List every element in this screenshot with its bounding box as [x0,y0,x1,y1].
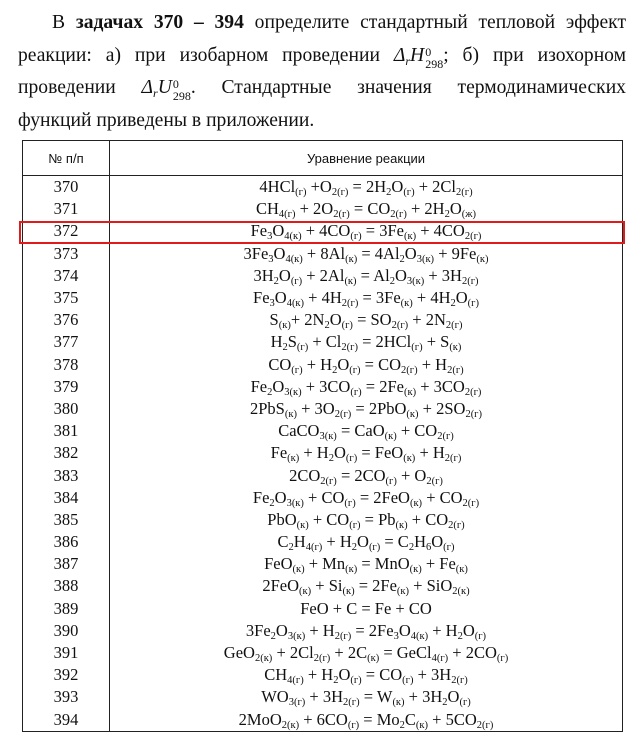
row-number: 382 [23,442,110,464]
intro-line-1: В задачах 370 – 394 определите стандартный тепловой эффект [52,12,627,33]
intro-line-3: проведении $\Delta_rU$ 0 298 . Стандартные значения термодинамических [18,77,626,104]
row-number: 384 [23,487,110,509]
table-row [23,176,623,199]
reactions-table [22,140,623,732]
table-row [23,464,623,486]
row-number: 389 [23,598,110,620]
reaction-equation: $CH_{4(г)} + 2O_{2(г)} = CO_{2(г)} + 2H_2O_{(ж)}$ [110,198,623,220]
reaction-equation: $4HCl_{(г)} +O_{2(г)} = 2H_2O_{(г)} + 2Cl_{2(г)}$ [110,176,623,199]
row-number: 372 [23,220,110,242]
row-number: 371 [23,198,110,220]
table-row [23,686,623,708]
table-row [23,531,623,553]
table-row [23,243,623,265]
row-number: 394 [23,709,110,732]
enthalpy-symbol: $\Delta_rH$ 0 298 [393,44,444,71]
table-row [23,376,623,398]
reaction-equation: $3Fe_2O_{3(к)} + H_{2(г)} = 2Fe_3O_{4(к)} + H_2O_{(г)}$ [110,620,623,642]
intro-line-4: функций приведены в приложении. [18,110,315,132]
row-number: 380 [23,398,110,420]
reaction-equation: $2PbS_{(к)} + 3O_{2(г)} = 2PbO_{(к)} + 2SO_{2(г)}$ [110,398,623,420]
table-row [23,442,623,464]
row-number: 379 [23,376,110,398]
reaction-equation: $GeO_{2(к)} + 2Cl_{2(г)} + 2C_{(к)}$ = GeCl$_{4(г)}$ + $2CO_{(г)}$ [110,642,623,664]
table-row [23,265,623,287]
reaction-equation: $FeO_{(к)} + Mn_{(к)} = MnO_{(к)} + Fe_{(к)}$ [110,553,623,575]
row-number: 392 [23,664,110,686]
reaction-equation: $Fe_3O_{4(к)} + 4H_{2(г)} = 3Fe_{(к)} + 4H_2O_{(г)}$ [110,287,623,309]
reaction-equation: $Fe_{(к)} + H_2O_{(г)} = FeO_{(к)} + H_{2(г)}$ [110,442,623,464]
row-number: 374 [23,265,110,287]
table-row [23,420,623,442]
row-number: 370 [23,176,110,199]
row-number: 387 [23,553,110,575]
reaction-equation: $3Fe_3O_{4(к)} + 8Al_{(к)} = 4Al_2O_{3(к)} + 9Fe_{(к)}$ [110,243,623,265]
reaction-equation: $Fe_2O_{3(к)} + CO_{(г)} = 2FeO_{(к)} + CO_{2(г)}$ [110,487,623,509]
row-number: 375 [23,287,110,309]
reaction-equation: $H_2S_{(г)} + Cl_{2(г)} = 2HCl_{(г)} + S_{(к)}$ [110,331,623,353]
internal-energy-symbol: $\Delta_rU$ 0 298 [141,77,191,104]
table-row [23,220,623,242]
reaction-equation: $3H_2O_{(г)} + 2Al_{(к)} = Al_2O_{3(к)} + 3H_{2(г)}$ [110,265,623,287]
table-row [23,487,623,509]
header-num: № п/п [23,141,110,176]
table-body [23,176,623,732]
table-row [23,287,623,309]
row-number: 377 [23,331,110,353]
table-row [23,309,623,331]
reaction-equation: $WO_{3(г)} + 3H_{2(г)} = W_{(к)} + 3H_2O_{(г)}$ [110,686,623,708]
reaction-equation: CaCO$_{3(к)}$ = $CaO_{(к)} + CO_{2(г)}$ [110,420,623,442]
reaction-equation: $PbO_{(к)} + CO_{(г)} = Pb_{(к)} + CO_{2(г)}$ [110,509,623,531]
row-number: 385 [23,509,110,531]
table-row [23,575,623,597]
reaction-equation: $2CO_{2(г)} = 2CO_{(г)} + O_{2(г)}$ [110,464,623,486]
reaction-equation: $S_{(к)}+ 2N_2O_{(г)} = SO_{2(г)} + 2N_{2(г)}$ [110,309,623,331]
task-range: задачах 370 – 394 [75,12,244,33]
table-row [23,509,623,531]
row-number: 391 [23,642,110,664]
row-number: 383 [23,464,110,486]
reaction-equation: $CO_{(г)} + H_2O_{(г)} = CO_{2(г)} + H_{2(г)}$ [110,354,623,376]
table-row [23,331,623,353]
row-number: 388 [23,575,110,597]
table-row [23,620,623,642]
row-number: 376 [23,309,110,331]
row-number: 378 [23,354,110,376]
table-row [23,198,623,220]
table-row [23,642,623,664]
reaction-equation: FeO + C = Fe + CO [110,598,623,620]
table-row [23,709,623,732]
table-row [23,598,623,620]
table-header-row [23,141,623,176]
row-number: 381 [23,420,110,442]
row-number: 386 [23,531,110,553]
row-number: 373 [23,243,110,265]
row-number: 393 [23,686,110,708]
header-equation: Уравнение реакции [110,141,623,176]
reaction-equation: $C_2H_{4(г)} + H_2O_{(г)} = C_2H_6O_{(г)}$ [110,531,623,553]
row-number: 390 [23,620,110,642]
reaction-equation: $2MoO_{2(к)} + 6CO_{(г)} = Mo_2C_{(к)} + 5CO_{2(г)}$ [110,709,623,732]
reaction-equation: $Fe_2O_{3(к)} + 3CO_{(г)} = 2Fe_{(к)} + 3CO_{2(г)}$ [110,376,623,398]
reaction-equation: $CH_{4(г)} + H_2O_{(г)} = CO_{(г)} + 3H_{2(г)}$ [110,664,623,686]
task-intro [18,7,626,138]
table-row [23,664,623,686]
table-row [23,398,623,420]
reaction-equation: $2FeO_{(к)} + Si_{(к)} = 2Fe_{(к)} + SiO_{2(к)}$ [110,575,623,597]
table-row [23,354,623,376]
intro-line-2: реакции: а) при изобарном проведении $\Delta_rH$ 0 298 ; б) при изохорном [18,44,626,71]
reaction-equation: $Fe_3O_{4(к)} + 4CO_{(г)} = 3Fe_{(к)} + 4CO_{2(г)}$ [110,220,623,242]
table-row [23,553,623,575]
